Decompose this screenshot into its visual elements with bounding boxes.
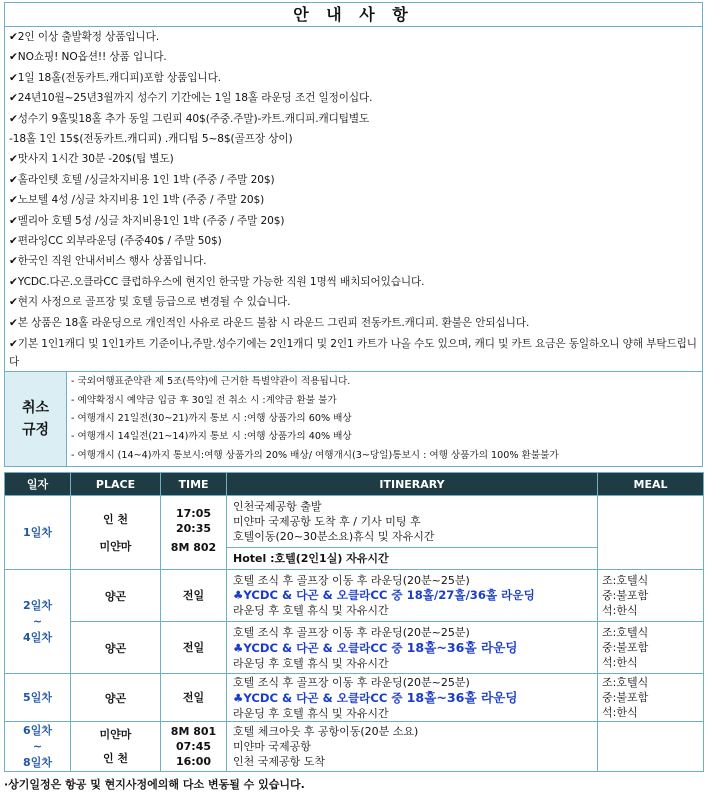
- meal-line: 중:불포함: [602, 641, 649, 654]
- place-text: 인 천: [102, 512, 129, 526]
- meal-cell: [598, 722, 704, 772]
- notice-line: ✔NO쇼핑! NO옵션!! 상품 입니다.: [9, 51, 167, 64]
- notice-line: ✔멜리아 호텔 5성 /싱글 차지비용1인 1박 (주중 / 주말 20$): [9, 214, 285, 227]
- time-cell: 전일: [161, 674, 227, 722]
- place-cell: 양곤: [71, 570, 161, 622]
- notice-line: ✔24년10월~25년3월까지 성수기 기간에는 1일 18홀 라운딩 조건 일정이십다.: [9, 92, 373, 105]
- header-itinerary: ITINERARY: [227, 473, 598, 496]
- notice-line: ✔한국인 직원 안내서비스 행사 상품입니다.: [9, 255, 207, 268]
- place-text: 인 천: [102, 751, 129, 765]
- notice-line: ✔성수기 9홀및18홀 추가 동일 그린피 40$(주중.주말)-카트.캐디피.캐디팁별도: [9, 112, 370, 125]
- meal-line: 조:호텔식: [602, 574, 649, 587]
- time-cell: 전일: [161, 622, 227, 674]
- table-row: [5, 674, 704, 722]
- itinerary-cell: [227, 722, 598, 772]
- time-text: 17:05: [175, 506, 211, 520]
- cancel-line: - 여행개시 21일전(30~21)까지 통보 시 :여행 상품가의 60% 배상: [71, 412, 352, 424]
- itinerary-line: 미얀마 국제공항: [233, 740, 311, 753]
- time-text: 16:00: [175, 755, 211, 768]
- itinerary-line: 라운딩 후 호텔 휴식 및 자유시간: [233, 706, 389, 720]
- notice-lines: [5, 27, 702, 371]
- time-text: 8M 801: [170, 725, 217, 738]
- header-place: PLACE: [71, 473, 161, 496]
- notice-line: ✔홀라인텟 호텔 /싱글차지비용 1인 1박 (주중 / 주말 20$): [9, 173, 275, 186]
- day-cell: [5, 722, 71, 772]
- meal-cell: [598, 570, 704, 622]
- time-cell: [161, 496, 227, 570]
- meal-cell: [598, 496, 704, 570]
- time-text: 8M 802: [170, 540, 217, 554]
- time-text: 20:35: [175, 521, 211, 535]
- place-cell: [71, 722, 161, 772]
- day-text: ~: [32, 739, 43, 753]
- table-row: [5, 496, 704, 548]
- time-cell: 전일: [161, 570, 227, 622]
- cancel-policy-heading: [5, 372, 67, 466]
- notice-line-wrapped: ✔기본 1인1캐디 및 1인1카트 기준이나,주말.성수기에는 2인1캐디 및 2인1 카트가 나올 수도 있으며, 캐디 및 카트 요금은 동일하오니 양해 부탁드립니다: [9, 338, 697, 369]
- meal-line: 중:불포함: [602, 589, 649, 602]
- notice-line: ✔2인 이상 출발확정 상품입니다.: [9, 31, 160, 43]
- itinerary-cell: [227, 674, 598, 722]
- meal-line: 석:한식: [602, 656, 638, 669]
- itinerary-line: 라운딩 후 호텔 휴식 및 자유시간: [233, 604, 389, 617]
- itinerary-cell: [227, 496, 598, 548]
- day-text: 2일차: [23, 598, 52, 612]
- meal-line: 석:한식: [602, 706, 638, 719]
- day-text: 4일차: [23, 630, 52, 644]
- itinerary-line: 라운딩 후 호텔 휴식 및 자유시간: [233, 656, 389, 670]
- notice-title: 안 내 사 항: [5, 3, 702, 27]
- itinerary-line: 호텔 조식 후 골프장 이동 후 라운딩(20분~25분): [233, 675, 470, 689]
- table-row: [5, 570, 704, 622]
- itinerary-line: 인천 국제공항 도착: [233, 755, 326, 768]
- golf-line: [233, 690, 591, 706]
- table-row: [5, 622, 704, 674]
- time-text: 07:45: [175, 740, 211, 753]
- notice-line: ✔현지 사정으로 골프장 및 호텔 등급으로 변경될 수 있습니다.: [9, 296, 291, 309]
- notice-line: -18홀 1인 15$(전동카트.캐디피) .캐디팁 5~8$(골프장 상이): [9, 133, 293, 146]
- notice-line: ✔맛사지 1시간 30분 -20$(팁 별도): [9, 153, 174, 166]
- meal-line: 석:한식: [602, 604, 638, 617]
- golf-holes: 18홀~36홀 라운딩: [406, 639, 518, 655]
- itinerary-line: 인천국제공항 출발: [233, 500, 322, 513]
- place-cell: 양곤: [71, 674, 161, 722]
- golf-line: [233, 588, 591, 603]
- itinerary-line: 미얀마 국제공항 도착 후 / 기사 미팅 후: [233, 515, 421, 528]
- notice-box: [4, 2, 703, 467]
- notice-line: ✔YCDC.다곤.오클라CC 클럽하우스에 현지인 한국말 가능한 직원 1명씩 배치되어있습니다.: [9, 275, 425, 288]
- notice-line: ✔1일 18홀(전동카트.캐디피)포함 상품입니다.: [9, 71, 221, 84]
- hotel-cell: [227, 548, 598, 570]
- cancel-policy-lines: [67, 372, 702, 466]
- itinerary-table: [4, 472, 704, 772]
- time-cell: [161, 722, 227, 772]
- cancel-line: - 국외여행표준약관 제 5조(특약)에 근거한 특별약관이 적용됩니다.: [71, 376, 351, 388]
- meal-cell: [598, 674, 704, 722]
- cancel-line: - 여행개시 (14~4)까지 통보시:여행 상품가의 20% 배상/ 여행개시(3~당일)통보시 : 여행 상품가의 100% 환불불가: [71, 449, 559, 461]
- meal-line: 조:호텔식: [602, 626, 649, 639]
- footnote: ·상기일정은 항공 및 현지사정에의해 다소 변동될 수 있습니다.: [4, 778, 305, 791]
- hotel-line: Hotel :호텔(2인1실) 자유시간: [233, 551, 389, 565]
- notice-line: ✔노보텔 4성 /싱글 차지비용 1인 1박 (주중 / 주말 20$): [9, 194, 265, 207]
- golf-courses: ♣YCDC & 다곤 & 오클라CC 중: [233, 640, 407, 655]
- meal-cell: [598, 622, 704, 674]
- golf-line: [233, 640, 591, 656]
- itinerary-cell: [227, 622, 598, 674]
- itinerary-line: 호텔 조식 후 골프장 이동 후 라운딩(20분~25분): [233, 574, 470, 587]
- notice-line: ✔편라잉CC 외부라운딩 (주중40$ / 주말 50$): [9, 235, 222, 248]
- day-text: 6일차: [23, 723, 52, 737]
- meal-line: 중:불포함: [602, 691, 649, 704]
- day-text: ~: [32, 614, 43, 628]
- cancel-heading-line: 규정: [21, 422, 50, 439]
- itinerary-line: 호텔이동(20~30분소요)휴식 및 자유시간: [233, 530, 435, 543]
- cancel-policy: [5, 371, 702, 466]
- golf-holes: 18홀/27홀/36홀 라운딩: [406, 588, 535, 602]
- meal-line: 조:호텔식: [602, 676, 649, 689]
- place-cell: 양곤: [71, 622, 161, 674]
- day-text: 8일차: [23, 755, 52, 769]
- table-header-row: [5, 473, 704, 496]
- day-cell: 5일차: [5, 674, 71, 722]
- cancel-line: - 여행개시 14일전(21~14)까지 통보 시 :여행 상품가의 40% 배상: [71, 431, 352, 443]
- golf-holes: 18홀~36홀 라운딩: [406, 689, 518, 705]
- header-meal: MEAL: [598, 473, 704, 496]
- itinerary-line: 호텔 조식 후 골프장 이동 후 라운딩(20분~25분): [233, 625, 470, 639]
- cancel-heading-line: 취소: [21, 400, 50, 417]
- header-time: TIME: [161, 473, 227, 496]
- itinerary-line: 호텔 체크아웃 후 공항이동(20분 소요): [233, 725, 419, 738]
- notice-line: ✔본 상품은 18홀 라운딩으로 개인적인 사유로 라운드 불참 시 라운드 그린피 전동카트.캐디피. 환불은 안되십니다.: [9, 316, 530, 329]
- table-row: [5, 722, 704, 772]
- place-text: 미얀마: [99, 539, 132, 553]
- golf-courses: ♣YCDC & 다곤 & 오클라CC 중: [233, 588, 407, 602]
- place-cell: [71, 496, 161, 570]
- header-day: 일자: [5, 473, 71, 496]
- cancel-line: - 예약확정시 예약금 입금 후 30일 전 취소 시 :계약금 환불 불가: [71, 394, 337, 406]
- golf-courses: ♣YCDC & 다곤 & 오클라CC 중: [233, 690, 407, 705]
- place-text: 미얀마: [99, 727, 132, 741]
- day-cell: [5, 570, 71, 674]
- itinerary-cell: [227, 570, 598, 622]
- day-cell: 1일차: [5, 496, 71, 570]
